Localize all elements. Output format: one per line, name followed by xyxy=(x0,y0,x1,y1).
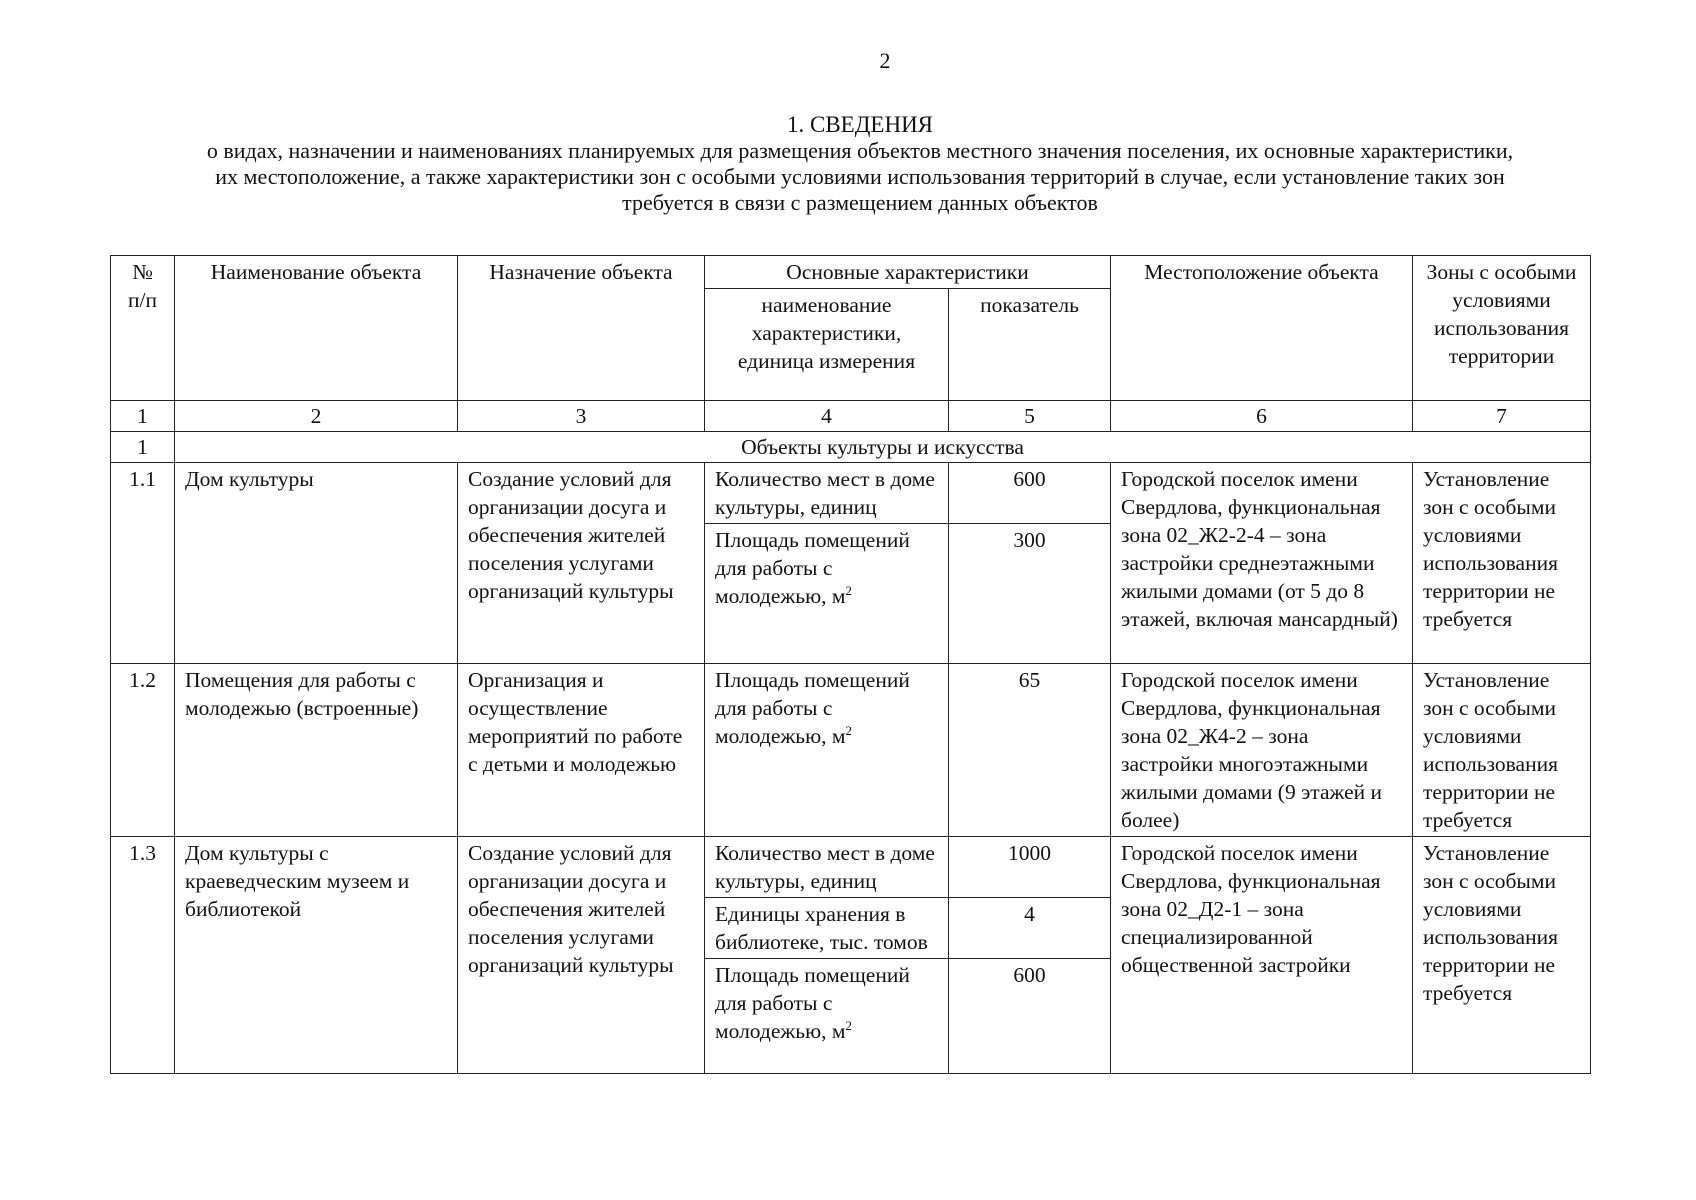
characteristic-label: Количество мест в доме культуры, единиц xyxy=(705,837,949,898)
subtitle-line: требуется в связи с размещением данных объектов xyxy=(622,190,1098,215)
objects-table xyxy=(110,255,1591,1074)
characteristic-label: Площадь помещений для работы с молодежью, $м^2$ xyxy=(705,959,949,1074)
section-number: 1 xyxy=(111,432,175,463)
header-name: Наименование объекта xyxy=(175,256,458,401)
characteristic-value: 300 xyxy=(949,524,1111,664)
characteristic-value: 600 xyxy=(949,463,1111,524)
column-number: 4 xyxy=(705,401,949,432)
document-title: 1. СВЕДЕНИЯ xyxy=(786,112,934,137)
row-number: 1.1 xyxy=(111,463,175,664)
characteristic-value: 4 xyxy=(949,898,1111,959)
object-zones: Установление зон с особыми условиями использования территории не требуется xyxy=(1413,837,1591,1074)
object-name: Помещения для работы с молодежью (встроенные) xyxy=(175,664,458,837)
header-char-name: наименование характеристики, единица измерения xyxy=(705,289,949,401)
section-title: Объекты культуры и искусства xyxy=(175,432,1591,463)
column-number: 7 xyxy=(1413,401,1591,432)
characteristic-label: Площадь помещений для работы с молодежью, $м^2$ xyxy=(705,524,949,664)
header-char-value: показатель xyxy=(949,289,1111,401)
subtitle-line: о видах, назначении и наименованиях планируемых для размещения объектов местного значения поселения, их основные характеристики, xyxy=(206,138,1514,163)
header-zones: Зоны с особыми условиями использования территории xyxy=(1413,256,1591,401)
column-number: 2 xyxy=(175,401,458,432)
object-purpose: Организация и осуществление мероприятий по работе с детьми и молодежью xyxy=(458,664,705,837)
header-purpose: Назначение объекта xyxy=(458,256,705,401)
document-heading xyxy=(120,112,1600,216)
column-number: 6 xyxy=(1111,401,1413,432)
characteristic-label: Площадь помещений для работы с молодежью, $м^2$ xyxy=(705,664,949,837)
table-row xyxy=(111,837,1591,898)
column-number: 3 xyxy=(458,401,705,432)
column-number: 1 xyxy=(111,401,175,432)
characteristic-value: 65 xyxy=(949,664,1111,837)
section-row xyxy=(111,432,1591,463)
object-zones: Установление зон с особыми условиями использования территории не требуется xyxy=(1413,664,1591,837)
page-number: 2 xyxy=(879,48,891,73)
object-location: Городской поселок имени Свердлова, функциональная зона 02_Ж2-2-4 – зона застройки среднеэтажными жилыми домами (от 5 до 8 этажей, включая мансардный) xyxy=(1111,463,1413,664)
header-num: № п/п xyxy=(111,256,175,401)
characteristic-label: Количество мест в доме культуры, единиц xyxy=(705,463,949,524)
characteristic-value: 1000 xyxy=(949,837,1111,898)
column-number-row xyxy=(111,401,1591,432)
header-location: Местоположение объекта xyxy=(1111,256,1413,401)
column-number: 5 xyxy=(949,401,1111,432)
object-location: Городской поселок имени Свердлова, функциональная зона 02_Д2-1 – зона специализированной общественной застройки xyxy=(1111,837,1413,1074)
characteristic-value: 600 xyxy=(949,959,1111,1074)
object-purpose: Создание условий для организации досуга и обеспечения жителей поселения услугами организаций культуры xyxy=(458,837,705,1074)
object-zones: Установление зон с особыми условиями использования территории не требуется xyxy=(1413,463,1591,664)
row-number: 1.3 xyxy=(111,837,175,1074)
object-name: Дом культуры с краеведческим музеем и библиотекой xyxy=(175,837,458,1074)
row-number: 1.2 xyxy=(111,664,175,837)
table-row xyxy=(111,664,1591,837)
object-name: Дом культуры xyxy=(175,463,458,664)
object-purpose: Создание условий для организации досуга и обеспечения жителей поселения услугами организаций культуры xyxy=(458,463,705,664)
table-row xyxy=(111,463,1591,524)
characteristic-label: Единицы хранения в библиотеке, тыс. томов xyxy=(705,898,949,959)
subtitle-line: их местоположение, а также характеристики зон с особыми условиями использования территорий в случае, если установление таких зон xyxy=(215,164,1505,189)
header-main-characteristics: Основные характеристики xyxy=(705,256,1111,289)
object-location: Городской поселок имени Свердлова, функциональная зона 02_Ж4-2 – зона застройки многоэтажными жилыми домами (9 этажей и более) xyxy=(1111,664,1413,837)
